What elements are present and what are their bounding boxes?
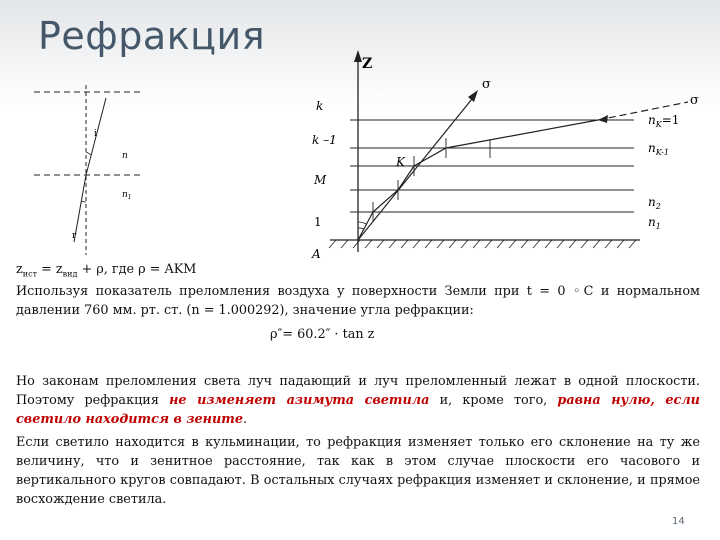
layer-label-k: k (316, 99, 324, 113)
apparent-direction-ray (358, 94, 476, 240)
paragraph-culmination: Если светило находится в кульминации, то рефракция изменяет только его склонение на ту же величину, что и зенитное расстояние, так как в этом случае плоскости его часового и вертикального кругов совпадают. В остальных случаях рефракция изменяет и склонение, и прямое восхождение светила. (16, 435, 700, 507)
index-label-n2: $n_2$ (648, 195, 661, 211)
apparent-arrowhead (468, 90, 478, 102)
sigma-label-2: σ (690, 93, 699, 108)
sigma-label-1: σ (482, 77, 491, 92)
highlight-zenith: равна нулю, если светило находится в зените (16, 393, 700, 427)
label-i: i (94, 129, 97, 139)
label-n1: $n_1$ (122, 190, 132, 201)
index-label-n1: $n_1$ (648, 215, 661, 231)
refraction-angle-formula: ρ″= 60.2″ · tan z (270, 327, 375, 342)
interface-normals (373, 138, 490, 222)
layer-label-k1: k –1 (312, 133, 337, 147)
label-r: r (72, 231, 77, 241)
point-label-K: K (396, 155, 405, 169)
atmosphere-layers-diagram (300, 44, 700, 268)
z-axis-label: Z (362, 56, 373, 72)
index-label-nk: $n_K=1$ (648, 113, 680, 129)
paragraph-laws: Но законам преломления света луч падающий и луч преломленный лежат в одной плоскости. Поэтому рефракция не изменяет азимута светила и, кроме того, равна нулю, если светило находится в зените. (16, 374, 700, 427)
slide-title: Рефракция (38, 14, 266, 58)
point-label-A: A (312, 247, 321, 261)
layer-label-1: 1 (314, 215, 322, 229)
ground-hatching (329, 240, 636, 248)
index-label-nk1: $n_{K-1}$ (648, 141, 669, 157)
refracted-ray-path (358, 120, 598, 240)
paragraph-refraction-index: Используя показатель преломления воздуха у поверхности Земли при t = 0 ◦C и нормальном давлении 760 мм. рт. ст. (n = 1.000292), значение угла рефракции: (16, 284, 700, 318)
z-axis-arrowhead (354, 50, 362, 62)
left-refraction-diagram (24, 80, 154, 259)
point-label-M: M (314, 173, 327, 187)
true-arrowhead (598, 115, 608, 123)
page-number: 14 (672, 516, 685, 527)
label-n: n (122, 151, 128, 161)
highlight-azimuth: не изменяет азимута светила (169, 393, 430, 408)
zenith-distance-formula: $z_{ист} = z_{вид} + \rho$, где ρ = AKM (16, 262, 197, 279)
